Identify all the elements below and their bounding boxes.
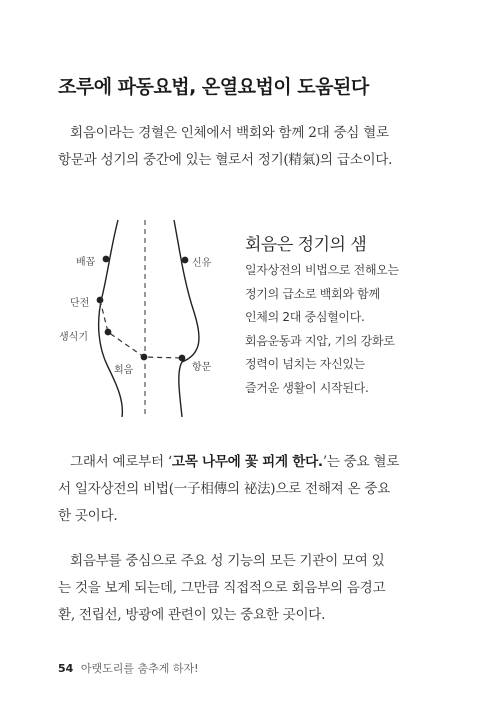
- front-outline: [99, 220, 123, 417]
- label-sinyu: 신유: [192, 258, 212, 269]
- caption-line: 즐거운 생활이 시작된다.: [245, 380, 369, 395]
- text-run: ’는 중요 혈로: [322, 454, 400, 470]
- proverb-paragraph: [58, 449, 430, 530]
- intro-paragraph: [58, 120, 430, 174]
- genital-point: [105, 329, 112, 336]
- energy-path-dashed: [100, 300, 182, 358]
- page-footer: [58, 660, 198, 676]
- paragraph-line: [58, 449, 430, 476]
- text-run: 그래서 예로부터 ‘: [70, 454, 172, 470]
- danjeon-point: [97, 297, 104, 304]
- navel-point: [103, 256, 110, 263]
- caption-line: 인체의 2대 중심혈이다.: [245, 310, 365, 324]
- caption-title: 회음은 정기의 샘: [245, 235, 367, 255]
- caption-line: 정력이 넘치는 자신있는: [245, 357, 365, 371]
- paragraph-line: 항문과 성기의 중간에 있는 혈로서 정기(精氣)의 급소이다.: [58, 152, 393, 168]
- paragraph-line: 한 곳이다.: [58, 508, 118, 524]
- proverb-quote: 고목 나무에 꽃 피게 한다.: [171, 454, 323, 470]
- caption-line: 회음운동과 지압, 기의 강화로: [245, 333, 395, 348]
- page-number: 54: [58, 662, 74, 675]
- hoeum-point: [141, 354, 148, 361]
- paragraph-line: 서 일자상전의 비법(一子相傳의 祕法)으로 전해져 온 중요: [58, 481, 391, 497]
- label-hoeum: 회음: [114, 365, 134, 376]
- section-heading: 조루에 파동요법, 온열요법이 도움된다: [58, 76, 369, 98]
- anus-point: [179, 355, 186, 362]
- sinyu-point: [182, 257, 189, 264]
- caption-line: 일자상전의 비법으로 전해오는: [245, 263, 399, 277]
- body-diagram: [56, 212, 246, 424]
- back-outline: [174, 220, 199, 417]
- paragraph-line: 는 것을 보게 되는데, 그만큼 직접적으로 회음부의 음경고: [58, 580, 386, 596]
- running-title: 아랫도리를 춤추게 하자!: [80, 662, 199, 675]
- closing-paragraph: [58, 548, 430, 629]
- label-danjeon: 단전: [70, 298, 90, 309]
- figure-caption: [245, 230, 445, 400]
- caption-line: 정기의 급소로 백회와 함께: [245, 286, 380, 301]
- caption-body: [245, 259, 445, 400]
- label-anus: 항문: [192, 362, 212, 373]
- body-outline-svg: [56, 212, 246, 424]
- paragraph-line: 회음이라는 경혈은 인체에서 백회와 함께 2대 중심 혈로: [70, 125, 389, 141]
- label-navel: 배꼽: [76, 257, 96, 268]
- paragraph-line: 회음부를 중심으로 주요 성 기능의 모든 기관이 모여 있: [70, 553, 385, 569]
- label-genital: 생식기: [59, 332, 88, 343]
- paragraph-line: 환, 전립선, 방광에 관련이 있는 중요한 곳이다.: [58, 607, 326, 623]
